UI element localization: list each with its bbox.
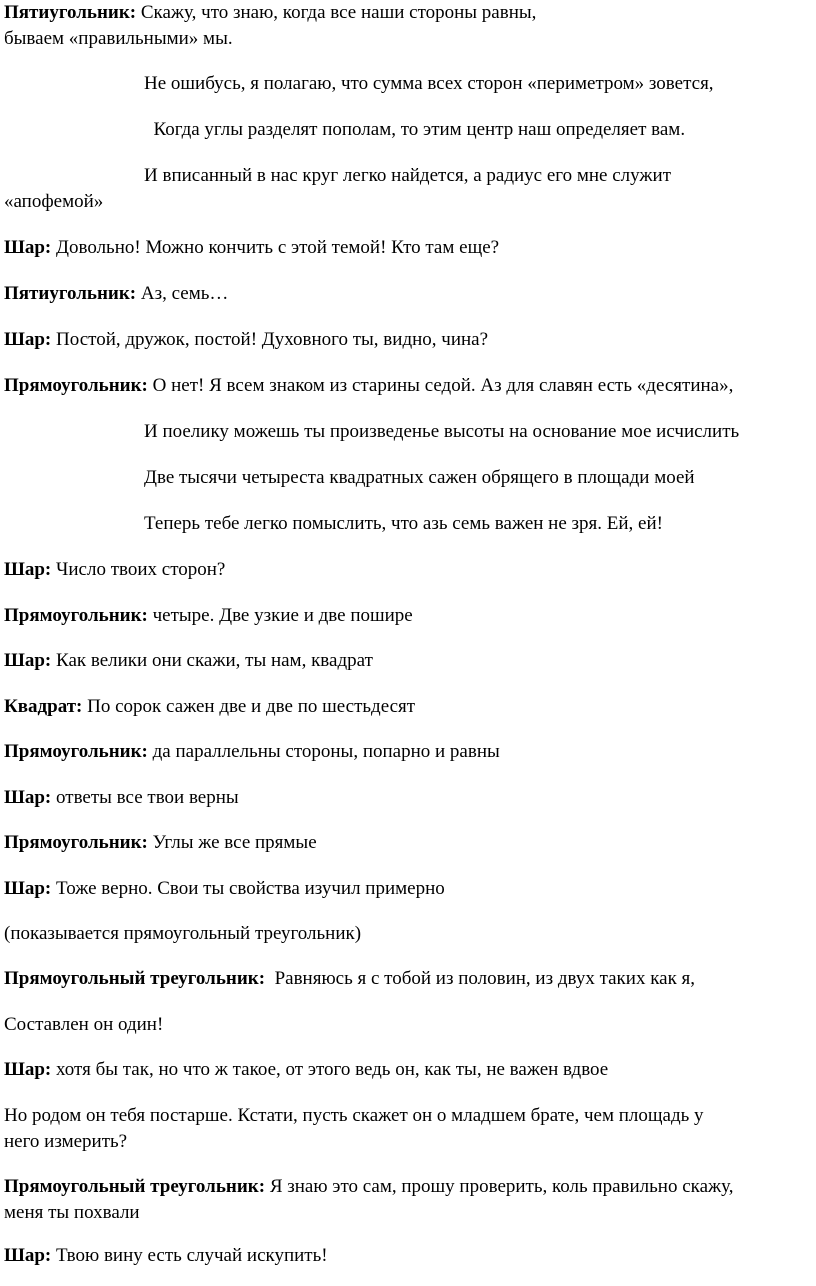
speaker-name: Шар: [4, 650, 52, 671]
paragraph-24 [4, 1057, 810, 1083]
paragraph-26 [4, 1174, 810, 1226]
paragraph-9 [4, 373, 810, 399]
line-text: Тоже верно. Свои ты свойства изучил примерно [51, 878, 445, 899]
paragraph-2 [144, 71, 810, 97]
paragraph-16 [4, 694, 810, 720]
line-text: О нет! Я всем знаком из старины седой. Аз для славян есть «десятина», [147, 375, 734, 396]
speaker-name: Прямоугольник: [4, 832, 148, 853]
line-text: Как велики они скажи, ты нам, квадрат [51, 650, 373, 671]
line-text: Составлен он один! [4, 1014, 164, 1035]
line-text: четыре. Две узкие и две пошире [147, 605, 413, 626]
line-text: хотя бы так, но что ж такое, от этого ведь он, как ты, не важен вдвое [51, 1059, 609, 1080]
paragraph-4 [144, 163, 810, 189]
paragraph-21 [4, 921, 810, 947]
paragraph-18 [4, 785, 810, 811]
speaker-name: Шар: [4, 878, 52, 899]
speaker-name: Прямоугольник: [4, 375, 148, 396]
line-text: Углы же все прямые [147, 832, 317, 853]
paragraph-6 [4, 235, 810, 261]
paragraph-8 [4, 327, 810, 353]
speaker-name: Прямоугольник: [4, 605, 148, 626]
line-text: Твою вину есть случай искупить! [51, 1245, 328, 1266]
speaker-name: Шар: [4, 787, 52, 808]
line-text: И поелику можешь ты произведенье высоты на основание мое исчислить [144, 421, 740, 442]
speaker-name: Квадрат: [4, 696, 83, 717]
speaker-name: Шар: [4, 559, 52, 580]
line-text: Когда углы разделят пополам, то этим центр наш определяет вам. [144, 119, 686, 140]
paragraph-23 [4, 1012, 810, 1038]
line-text: Две тысячи четыреста квадратных сажен обрящего в площади моей [144, 467, 695, 488]
speaker-name: Пятиугольник: [4, 2, 137, 23]
paragraph-1 [4, 0, 810, 52]
line-text: Теперь тебе легко помыслить, что азь семь важен не зря. Ей, ей! [144, 513, 663, 534]
line-text: Скажу, что знаю, когда все наши стороны равны, бываем «правильными» мы. [4, 2, 537, 49]
line-text: И вписанный в нас круг легко найдется, а радиус его мне служит [144, 165, 671, 186]
speaker-name: Прямоугольный треугольник: [4, 968, 266, 989]
speaker-name: Прямоугольник: [4, 741, 148, 762]
paragraph-13 [4, 557, 810, 583]
paragraph-27 [4, 1243, 810, 1269]
line-text: Довольно! Можно кончить с этой темой! Кто там еще? [51, 237, 500, 258]
paragraph-14 [4, 603, 810, 629]
paragraph-11 [144, 465, 810, 491]
paragraph-10 [144, 419, 810, 445]
line-text: ответы все твои верны [51, 787, 239, 808]
speaker-name: Шар: [4, 329, 52, 350]
line-text: Постой, дружок, постой! Духовного ты, видно, чина? [51, 329, 489, 350]
line-text: Аз, семь… [136, 283, 229, 304]
line-text: Но родом он тебя постарше. Кстати, пусть скажет он о младшем брате, чем площадь у него измерить? [4, 1105, 704, 1152]
speaker-name: Шар: [4, 1245, 52, 1266]
line-text: По сорок сажен две и две по шестьдесят [82, 696, 416, 717]
line-text: Число твоих сторон? [51, 559, 226, 580]
line-text: «апофемой» [4, 191, 104, 212]
paragraph-19 [4, 830, 810, 856]
line-text: Не ошибусь, я полагаю, что сумма всех сторон «периметром» зовется, [144, 73, 714, 94]
line-text: Равняюсь я с тобой из половин, из двух таких как я, [265, 968, 696, 989]
paragraph-5 [4, 189, 810, 215]
paragraph-12 [144, 511, 810, 537]
speaker-name: Шар: [4, 1059, 52, 1080]
speaker-name: Шар: [4, 237, 52, 258]
line-text: Я знаю это сам, прошу проверить, коль правильно скажу, меня ты похвали [4, 1176, 734, 1223]
paragraph-17 [4, 739, 810, 765]
line-text: (показывается прямоугольный треугольник) [4, 923, 362, 944]
paragraph-22 [4, 966, 810, 992]
paragraph-20 [4, 876, 810, 902]
paragraph-3 [144, 117, 810, 143]
paragraph-7 [4, 281, 810, 307]
paragraph-15 [4, 648, 810, 674]
speaker-name: Прямоугольный треугольник: [4, 1176, 266, 1197]
paragraph-25 [4, 1103, 810, 1155]
speaker-name: Пятиугольник: [4, 283, 137, 304]
line-text: да параллельны стороны, попарно и равны [147, 741, 500, 762]
